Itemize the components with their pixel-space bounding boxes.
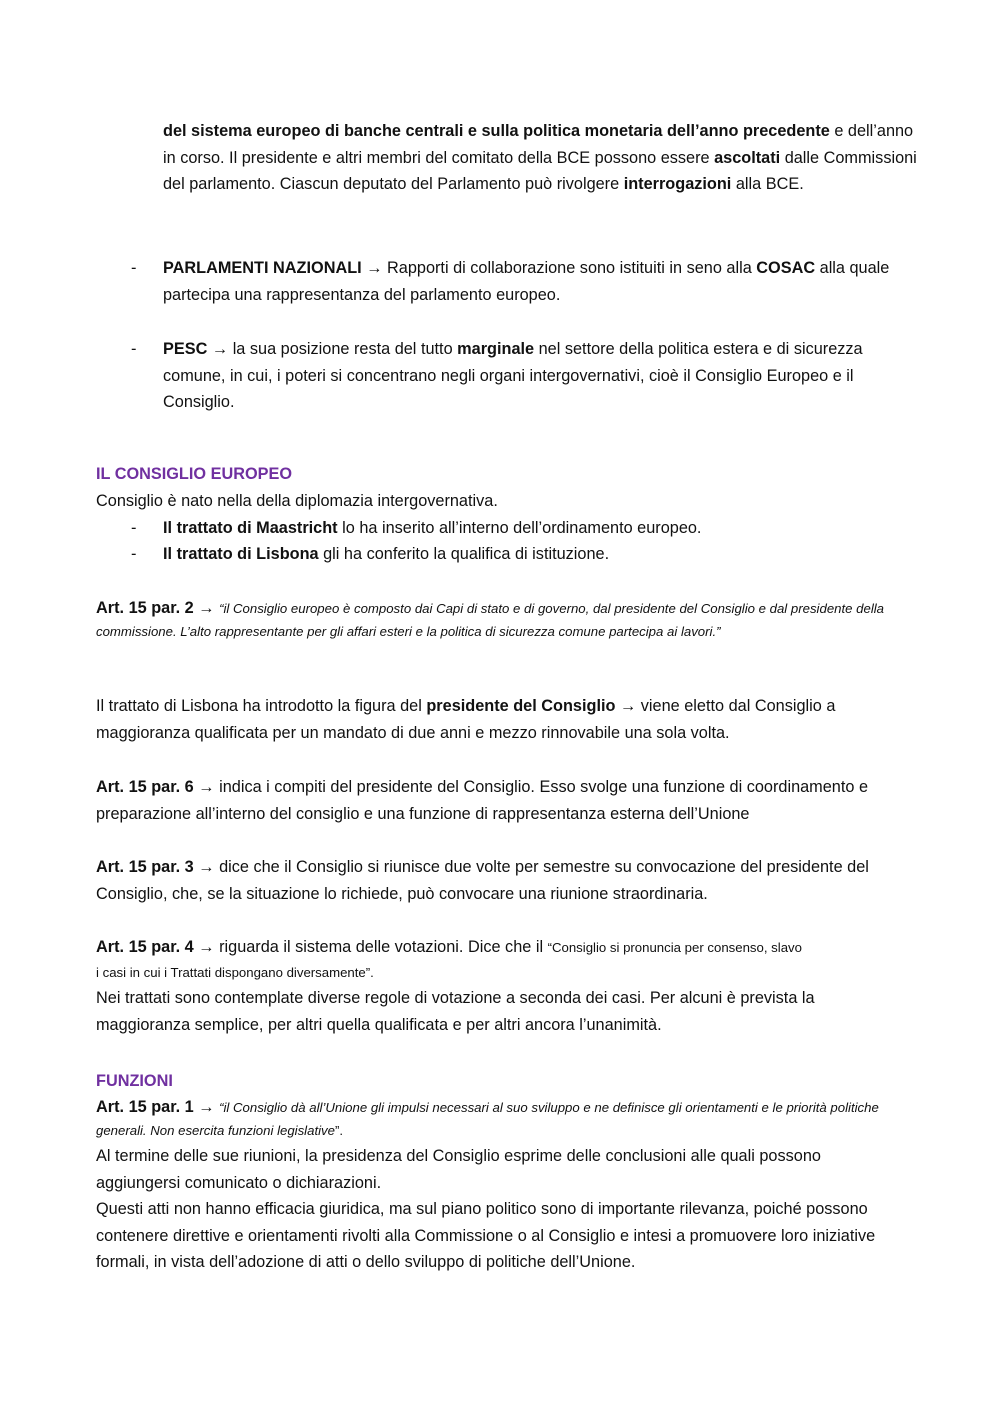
dash-bullet: - xyxy=(131,519,137,537)
art15-par1-paragraph xyxy=(96,1096,908,1142)
article-quote: “Consiglio si pronuncia per consenso, slavo xyxy=(547,940,802,955)
intro-bold-2: ascoltati xyxy=(714,148,781,167)
paragraph-text: indica i compiti del presidente del Consiglio. Esso svolge una funzione di coordinamento e preparazione all’interno del consiglio e una funzione di rappresentanza esterna dell’Unione xyxy=(96,778,869,823)
intro-bold-1: del sistema europeo di banche centrali e sulla politica monetaria dell’anno precedente xyxy=(163,122,830,140)
bullet-text: gli ha conferito la qualifica di istituzione. xyxy=(318,545,610,563)
dash-bullet: - xyxy=(131,340,137,358)
bullet-text: Rapporti di collaborazione sono istituiti in seno alla xyxy=(387,259,757,277)
article-reference: Art. 15 par. 1 xyxy=(96,1098,194,1116)
quote-end: ”. xyxy=(334,1122,344,1138)
dash-bullet: - xyxy=(131,545,137,563)
bullet-parlamenti-nazionali xyxy=(163,255,923,308)
presidente-paragraph xyxy=(96,693,908,746)
bullet-bold: marginale xyxy=(457,340,535,358)
art15-par4-paragraph xyxy=(96,934,908,985)
section-heading-consiglio-europeo: IL CONSIGLIO EUROPEO xyxy=(96,465,293,483)
intro-text-3: alla BCE. xyxy=(731,175,804,194)
paragraph-bold: presidente del Consiglio xyxy=(426,697,616,715)
art15-par2-paragraph xyxy=(96,597,908,643)
bullet-text: nel settore della politica estera e di sicurezza comune, in cui, i poteri si concentrano negli organi intergovernativi, cioè il Consiglio Europeo e il Consiglio. xyxy=(163,340,863,412)
article-reference: Art. 15 par. 3 xyxy=(96,858,194,876)
right-arrow-icon: → xyxy=(193,938,220,956)
funzioni-paragraph-2: Questi atti non hanno efficacia giuridica, ma sul piano politico sono di importante rilevanza, poiché possono contenere direttive e orientamenti rivolti alla Commissione o al Consiglio e intesi a promuovere loro iniziative formali, in vista dell’adozione di atti o dello sviluppo di politiche dell’Unione. xyxy=(96,1200,876,1272)
right-arrow-icon: → xyxy=(193,778,220,796)
right-arrow-icon: → xyxy=(615,697,641,715)
right-arrow-icon: → xyxy=(193,1098,220,1116)
right-arrow-icon: → xyxy=(193,599,220,617)
article-quote: “il Consiglio dà all’Unione gli impulsi necessari al suo sviluppo e ne definisce gli orientamenti e le priorità politiche generali. Non esercita funzioni legislative xyxy=(96,1100,879,1138)
bullet-title: PESC xyxy=(163,340,208,358)
bullet-text: la sua posizione resta del tutto xyxy=(232,340,458,358)
article-reference: Art. 15 par. 4 xyxy=(96,938,194,956)
funzioni-paragraph-1: Al termine delle sue riunioni, la presidenza del Consiglio esprime delle conclusioni alle quali possono aggiungersi comunicato o dichiarazioni. xyxy=(96,1147,821,1192)
article-reference: Art. 15 par. 2 xyxy=(96,599,194,617)
bullet-lisbona xyxy=(163,541,923,568)
bullet-pesc xyxy=(163,336,923,416)
section-heading-funzioni: FUNZIONI xyxy=(96,1072,173,1090)
right-arrow-icon: → xyxy=(361,259,388,277)
votazioni-paragraph: Nei trattati sono contemplate diverse regole di votazione a seconda dei casi. Per alcuni è prevista la maggioranza semplice, per altri quella qualificata e per altri ancora l’unanimità. xyxy=(96,989,815,1034)
art15-par4-line-1 xyxy=(96,934,908,961)
paragraph-text: riguarda il sistema delle votazioni. Dice che il xyxy=(219,938,548,956)
intro-text-1: e dell’anno in corso. Il presidente e altri membri del comitato della BCE possono essere xyxy=(163,122,914,167)
paragraph-text: Il trattato di Lisbona ha introdotto la figura del xyxy=(96,697,427,715)
bullet-title: PARLAMENTI NAZIONALI xyxy=(163,259,362,277)
intro-bold-3: interrogazioni xyxy=(623,175,732,194)
article-quote-continued: i casi in cui i Trattati dispongano diversamente”. xyxy=(96,964,374,980)
article-quote: “il Consiglio europeo è composto dai Capi di stato e di governo, dal presidente del Consiglio e dal presidente della commissione. L’alto rappresentante per gli affari esteri e la politica di sicurezza comune partecipa ai lavori.” xyxy=(96,601,885,639)
dash-bullet: - xyxy=(131,259,137,277)
consiglio-intro: Consiglio è nato nella della diplomazia intergovernativa. xyxy=(96,492,498,510)
bullet-bold: COSAC xyxy=(756,259,816,277)
art15-par6-paragraph xyxy=(96,774,908,827)
bullet-text: alla quale partecipa una rappresentanza del parlamento europeo. xyxy=(163,259,890,304)
right-arrow-icon: → xyxy=(207,340,233,358)
bullet-maastricht xyxy=(163,515,923,542)
paragraph-text: viene eletto dal Consiglio a maggioranza qualificata per un mandato di due anni e mezzo rinnovabile una sola volta. xyxy=(96,697,836,742)
right-arrow-icon: → xyxy=(193,858,220,876)
bullet-text: lo ha inserito all’interno dell’ordinamento europeo. xyxy=(337,519,702,537)
intro-paragraph xyxy=(163,118,923,198)
paragraph-text: dice che il Consiglio si riunisce due volte per semestre su convocazione del presidente del Consiglio, che, se la situazione lo richiede, può convocare una riunione straordinaria. xyxy=(96,858,869,903)
bullet-title: Il trattato di Lisbona xyxy=(163,545,319,563)
bullet-title: Il trattato di Maastricht xyxy=(163,519,338,537)
art15-par3-paragraph xyxy=(96,854,908,907)
intro-text-2: dalle Commissioni del parlamento. Ciascun deputato del Parlamento può rivolgere xyxy=(163,148,917,194)
article-reference: Art. 15 par. 6 xyxy=(96,778,194,796)
